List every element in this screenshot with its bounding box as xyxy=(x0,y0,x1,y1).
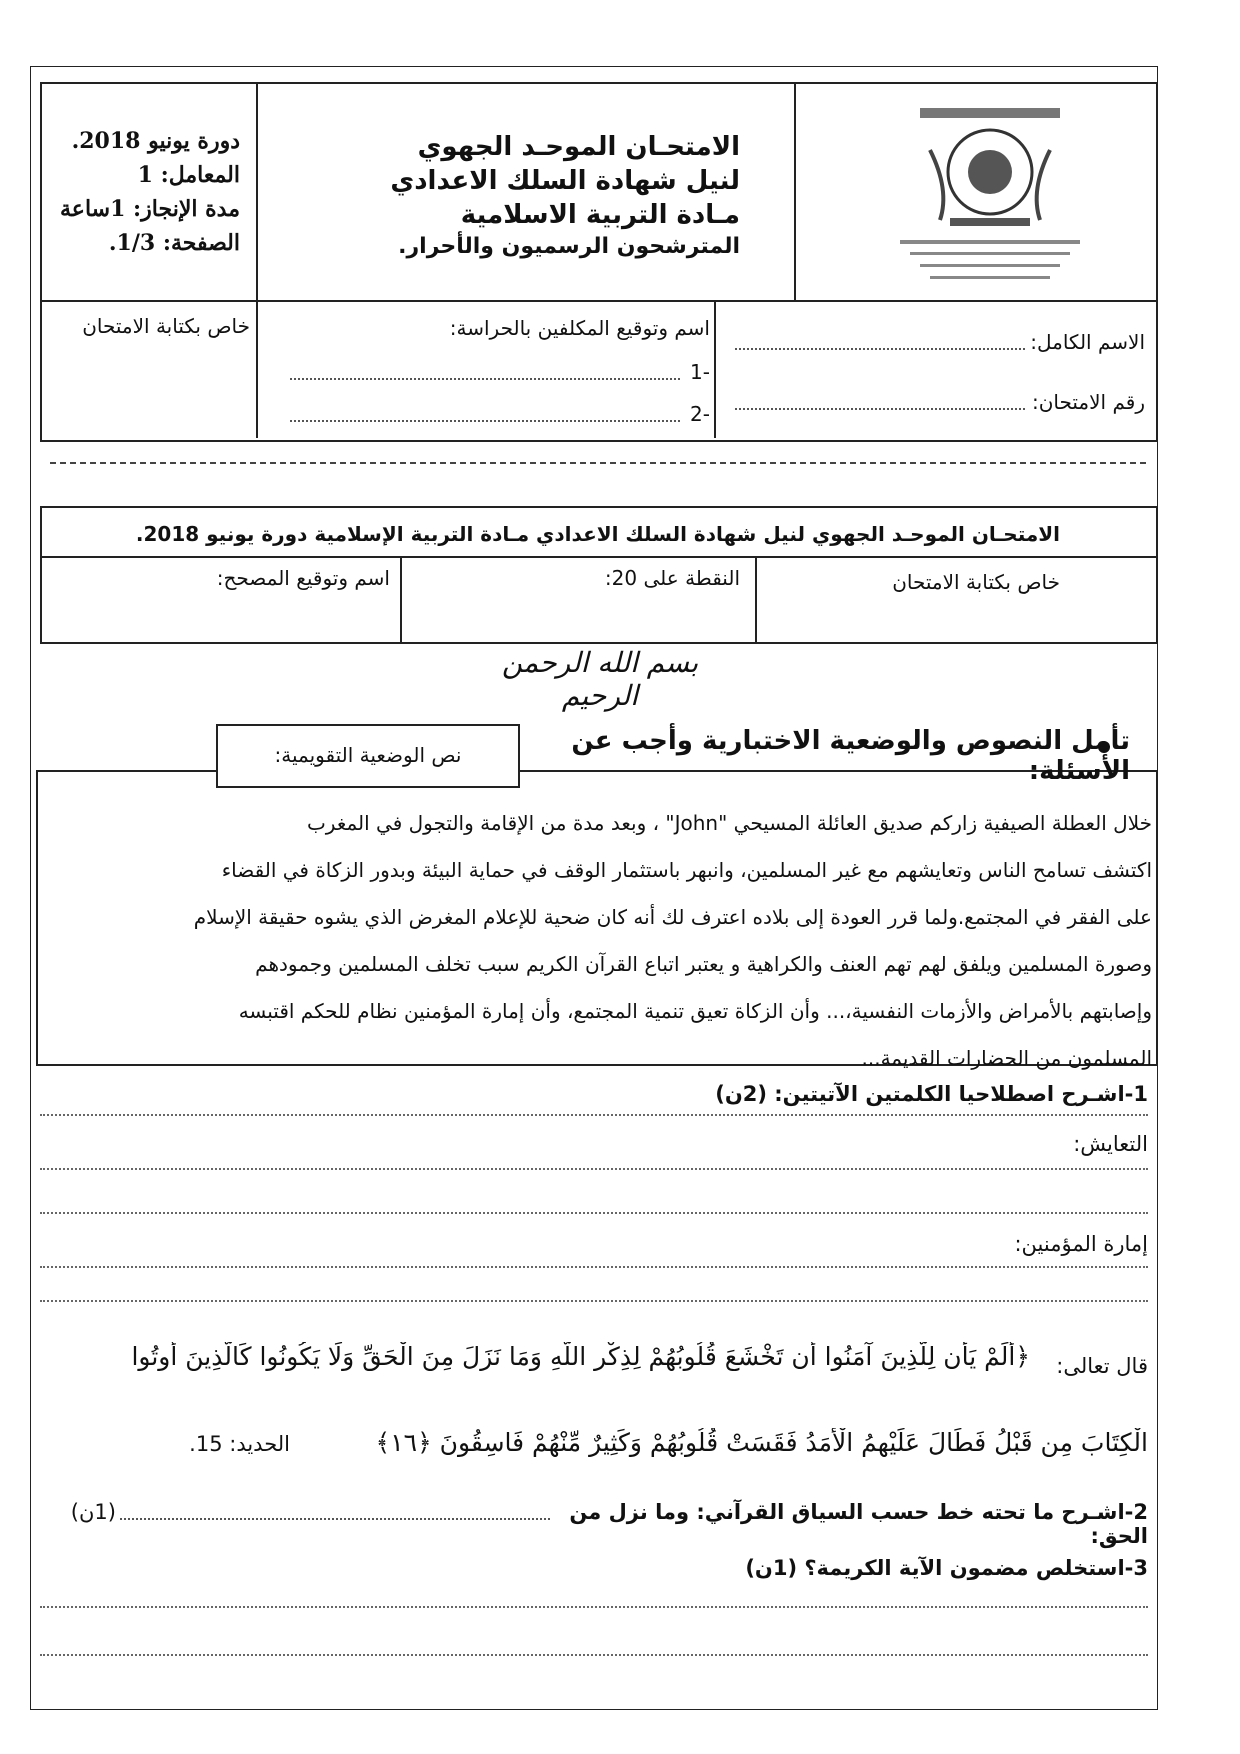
page-number: الصفحة: 1/3. xyxy=(108,230,240,256)
quran-verse-line-1: ﴿أَلَمْ يَأْنِ لِلَّذِينَ آمَنُوا أَن تَخْشَعَ قُلُوبُهُمْ لِذِكْرِ اللَّهِ وَمَا نَزَلَ مِنَ الْحَقِّ وَلَا يَكُونُوا كَالَّذِينَ أُوتُوا xyxy=(131,1342,1030,1371)
title-line-3: مـادة التربية الاسلامية xyxy=(460,200,740,230)
answer-line[interactable] xyxy=(40,1266,1148,1268)
score-label: النقطة على 20: xyxy=(604,566,740,590)
quran-verse-line-2: الْكِتَابَ مِن قَبْلُ فَطَالَ عَلَيْهِمُ الْأَمَدُ فَقَسَتْ قُلُوبُهُمْ وَكَثِيرٌ مِّنْهُمْ فَاسِقُونَ ﴿١٦﴾ xyxy=(375,1428,1148,1457)
passage-line: اكتشف تسامح الناس وتعايشهم مع غير المسلمين، وانبهر باستثمار الوقف في حماية البيئة وبدور الزكاة في القضاء xyxy=(221,858,1152,882)
question-3: 3-استخلص مضمون الآية الكريمة؟ (1ن) xyxy=(745,1556,1148,1580)
title-line-2: لنيل شهادة السلك الاعدادي xyxy=(390,166,740,196)
exam-office-label: خاص بكتابة الامتحان xyxy=(82,314,250,338)
question-2-points: (1ن) xyxy=(70,1500,116,1524)
answer-line[interactable] xyxy=(40,1654,1148,1656)
passage-tab-label: نص الوضعية التقويمية: xyxy=(216,724,520,788)
answer-line[interactable] xyxy=(40,1300,1148,1302)
guard-2-field[interactable] xyxy=(290,420,680,422)
exam-number-field[interactable] xyxy=(735,408,1025,410)
answer-line[interactable] xyxy=(40,1168,1148,1170)
instruction: تأمل النصوص والوضعية الاختبارية وأجب عن الأسئلة: xyxy=(571,726,1130,786)
coefficient-label: المعامل: 1 xyxy=(137,162,240,188)
coat-of-arms-icon xyxy=(880,100,1100,290)
quran-reference: الحديد: 15. xyxy=(189,1432,290,1456)
answer-line[interactable] xyxy=(120,1518,550,1520)
guard-1-label: 1- xyxy=(690,360,710,384)
section-exam-office: خاص بكتابة الامتحان xyxy=(892,570,1060,594)
full-name-field[interactable] xyxy=(735,348,1025,350)
answer-line[interactable] xyxy=(40,1606,1148,1608)
session-label: دورة يونيو 2018. xyxy=(71,128,240,154)
term-2-label: إمارة المؤمنين: xyxy=(1014,1232,1148,1256)
quran-intro: قال تعالى: xyxy=(1056,1354,1148,1378)
guard-1-field[interactable] xyxy=(290,378,680,380)
bismillah: بسم الله الرحمن الرحيم xyxy=(501,646,699,712)
title-line-4: المترشحون الرسميون والأحرار. xyxy=(398,234,740,259)
term-1-label: التعايش: xyxy=(1073,1132,1148,1156)
guards-label: اسم وتوقيع المكلفين بالحراسة: xyxy=(449,316,710,340)
duration-label: مدة الإنجاز: 1ساعة xyxy=(60,196,240,222)
passage-line: وصورة المسلمين ويلفق لهم تهم العنف والكراهية و يعتبر اتباع القرآن الكريم سبب تخلف المسلمين وجمودهم xyxy=(255,952,1152,976)
answer-line[interactable] xyxy=(40,1114,1148,1116)
guard-2-label: 2- xyxy=(690,402,710,426)
section-title: الامتحـان الموحـد الجهوي لنيل شهادة السلك الاعدادي مـادة التربية الإسلامية دورة يونيو 2018. xyxy=(135,522,1060,546)
corrector-label: اسم وتوقيع المصحح: xyxy=(216,566,390,590)
question-1: 1-اشـرح اصطلاحيا الكلمتين الآتيتين: (2ن) xyxy=(715,1082,1148,1106)
passage-line: وإصابتهم بالأمراض والأزمات النفسية،... وأن الزكاة تعيق تنمية المجتمع، وأن إمارة المؤمنين نظام للحكم اقتبسه xyxy=(238,999,1152,1023)
passage-line: على الفقر في المجتمع.ولما قرر العودة إلى بلاده اعترف لك أنه كان ضحية للإعلام المغرض الذي يشوه حقيقة الإسلام xyxy=(193,905,1152,929)
full-name-label: الاسم الكامل: xyxy=(1030,330,1145,354)
passage-text xyxy=(46,800,1152,1082)
answer-line[interactable] xyxy=(40,1212,1148,1214)
passage-line: المسلمون من الحضارات القديمة... xyxy=(861,1046,1152,1070)
question-2: 2-اشـرح ما تحته خط حسب السياق القرآني: وما نزل من الحق: xyxy=(569,1500,1148,1548)
cut-line xyxy=(50,462,1146,464)
emblem xyxy=(880,100,1100,290)
title-line-1: الامتحـان الموحـد الجهوي xyxy=(417,132,740,162)
exam-number-label: رقم الامتحان: xyxy=(1031,390,1145,414)
passage-line: خلال العطلة الصيفية زاركم صديق العائلة المسيحي "John" ، وبعد مدة من الإقامة والتجول في المغرب xyxy=(306,811,1152,835)
